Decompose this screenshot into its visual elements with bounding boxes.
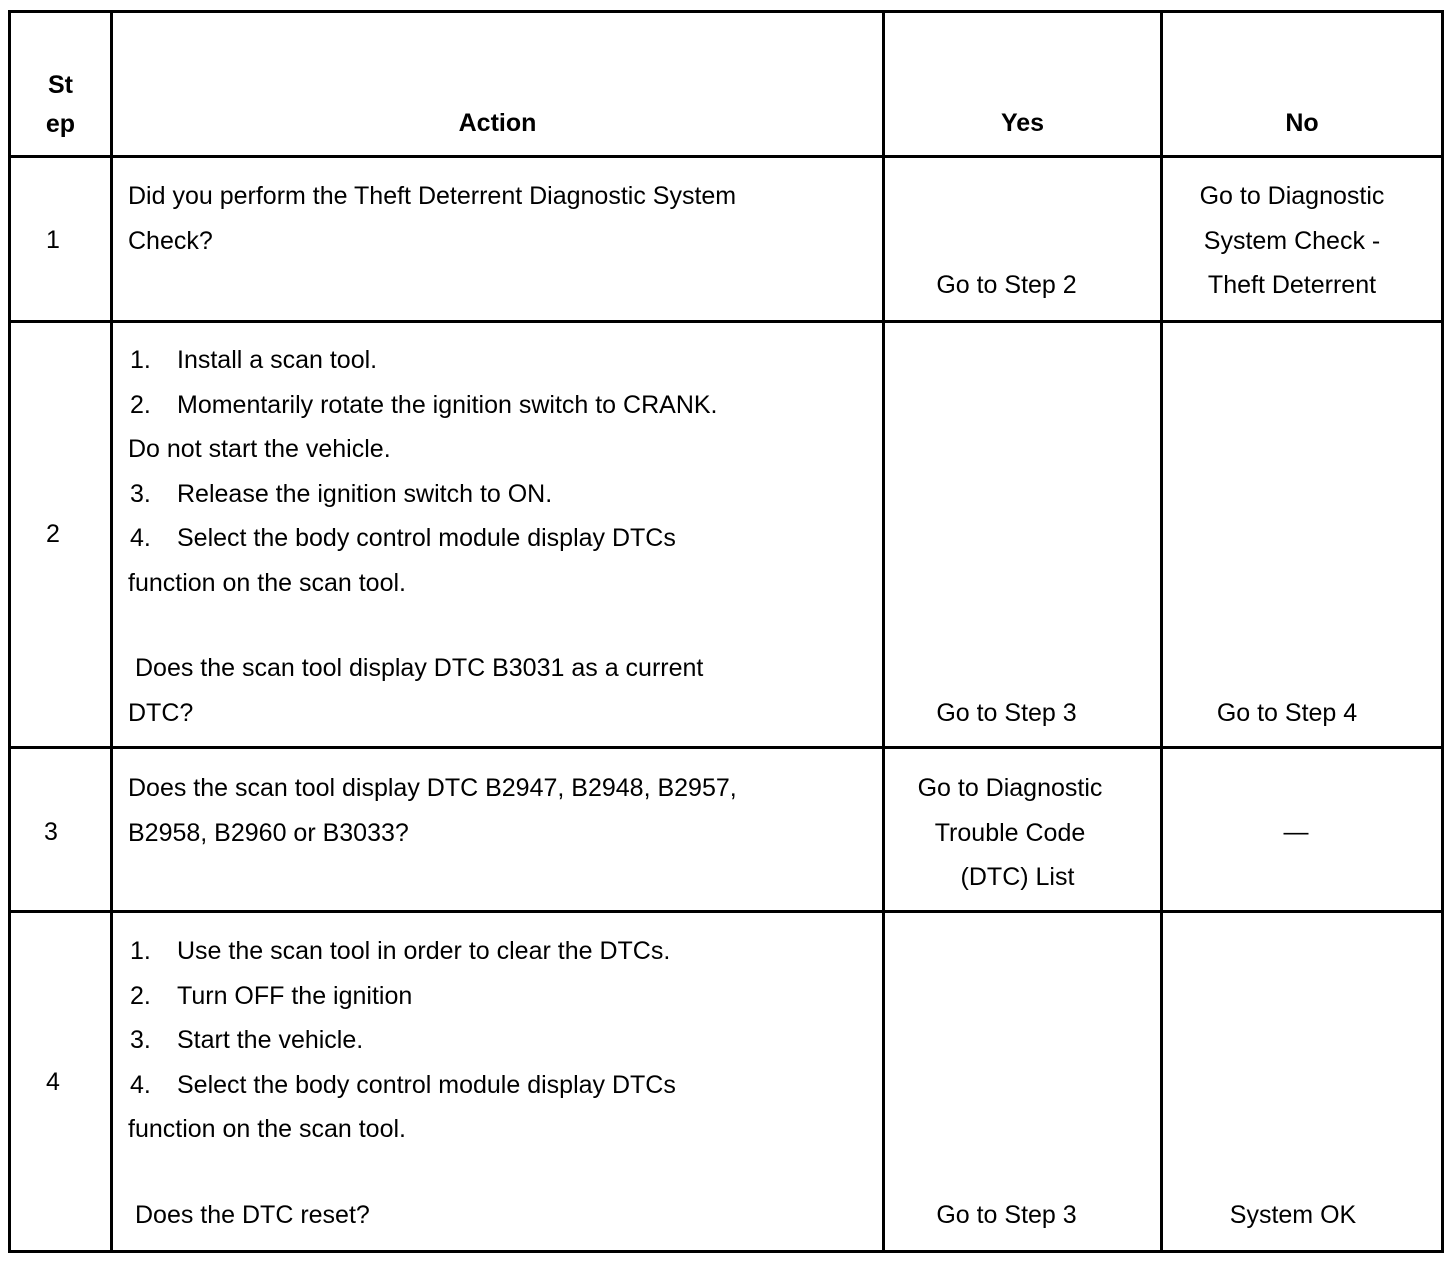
row-divider xyxy=(8,320,1444,323)
list-item xyxy=(128,516,718,561)
diagnostic-table xyxy=(8,10,1444,1253)
table-border-right xyxy=(1441,10,1444,1253)
action-line: Does the scan tool display DTC B2947, B2948, B2957, xyxy=(128,774,737,802)
yes-result-line: Trouble Code xyxy=(934,818,1086,847)
yes-result-line: (DTC) List xyxy=(960,863,1075,891)
row-divider xyxy=(8,746,1444,749)
no-result: System OK xyxy=(1229,1201,1357,1229)
list-number: 3. xyxy=(130,479,151,508)
list-item xyxy=(128,929,676,974)
action-text xyxy=(128,338,718,605)
yes-result xyxy=(885,766,1135,900)
action-question: Does the DTC reset? xyxy=(135,1201,370,1229)
action-text xyxy=(128,929,676,1152)
question-line: Does the scan tool display DTC B3031 as a current xyxy=(135,654,704,682)
column-divider xyxy=(110,10,113,1253)
list-text: Use the scan tool in order to clear the DTCs. xyxy=(177,937,671,965)
list-text: Select the body control module display DTCs xyxy=(177,524,676,552)
yes-result: Go to Step 2 xyxy=(936,271,1077,299)
no-result xyxy=(1163,174,1421,308)
step-number: 2 xyxy=(46,520,60,548)
list-number: 3. xyxy=(130,1026,151,1054)
no-result: — xyxy=(1283,818,1309,846)
row-divider xyxy=(8,910,1444,913)
list-number: 1. xyxy=(130,346,151,374)
no-result-line: Go to Diagnostic xyxy=(1199,182,1385,210)
no-result-line: Theft Deterrent xyxy=(1207,271,1377,299)
list-continuation: Do not start the vehicle. xyxy=(128,435,391,463)
list-text: Install a scan tool. xyxy=(177,346,378,374)
list-item xyxy=(128,383,718,428)
list-number: 2. xyxy=(130,981,151,1010)
header-step xyxy=(11,66,110,144)
no-result: Go to Step 4 xyxy=(1216,699,1358,727)
yes-result-line: Go to Diagnostic xyxy=(917,774,1103,802)
step-number: 3 xyxy=(44,818,58,846)
question-line: DTC? xyxy=(128,698,194,727)
table-border-top xyxy=(8,10,1444,13)
list-item xyxy=(128,1018,676,1063)
step-number: 4 xyxy=(46,1068,60,1096)
list-number: 4. xyxy=(130,1070,151,1099)
table-border-bottom xyxy=(8,1250,1444,1253)
list-continuation: function on the scan tool. xyxy=(128,1115,406,1143)
list-number: 1. xyxy=(130,937,151,965)
header-divider xyxy=(8,155,1444,158)
yes-result: Go to Step 3 xyxy=(936,1201,1077,1229)
list-text: Release the ignition switch to ON. xyxy=(177,479,553,508)
list-text: Start the vehicle. xyxy=(177,1026,364,1054)
list-text: Momentarily rotate the ignition switch to CRANK. xyxy=(177,390,718,419)
header-action: Action xyxy=(458,109,537,137)
list-item xyxy=(128,472,718,517)
header-yes: Yes xyxy=(1000,109,1045,137)
column-divider xyxy=(882,10,885,1253)
list-number: 2. xyxy=(130,390,151,419)
header-step-line1: St xyxy=(48,71,73,99)
action-question xyxy=(128,646,703,735)
action-text xyxy=(128,766,737,855)
yes-result: Go to Step 3 xyxy=(936,699,1077,727)
list-item xyxy=(128,974,676,1019)
action-line: B2958, B2960 or B3033? xyxy=(128,818,409,847)
no-result-line: System Check - xyxy=(1203,226,1381,255)
step-number: 1 xyxy=(46,226,60,254)
action-line: Check? xyxy=(128,226,213,255)
list-item xyxy=(128,1063,676,1108)
list-number: 4. xyxy=(130,524,151,552)
header-step-line2: ep xyxy=(45,110,76,138)
action-line: Did you perform the Theft Deterrent Diagnostic System xyxy=(128,182,737,210)
list-item xyxy=(128,338,718,383)
list-text: Turn OFF the ignition xyxy=(177,981,413,1010)
list-text: Select the body control module display DTCs xyxy=(177,1070,676,1099)
header-no: No xyxy=(1285,109,1319,137)
list-continuation: function on the scan tool. xyxy=(128,568,406,597)
action-text xyxy=(128,174,736,263)
